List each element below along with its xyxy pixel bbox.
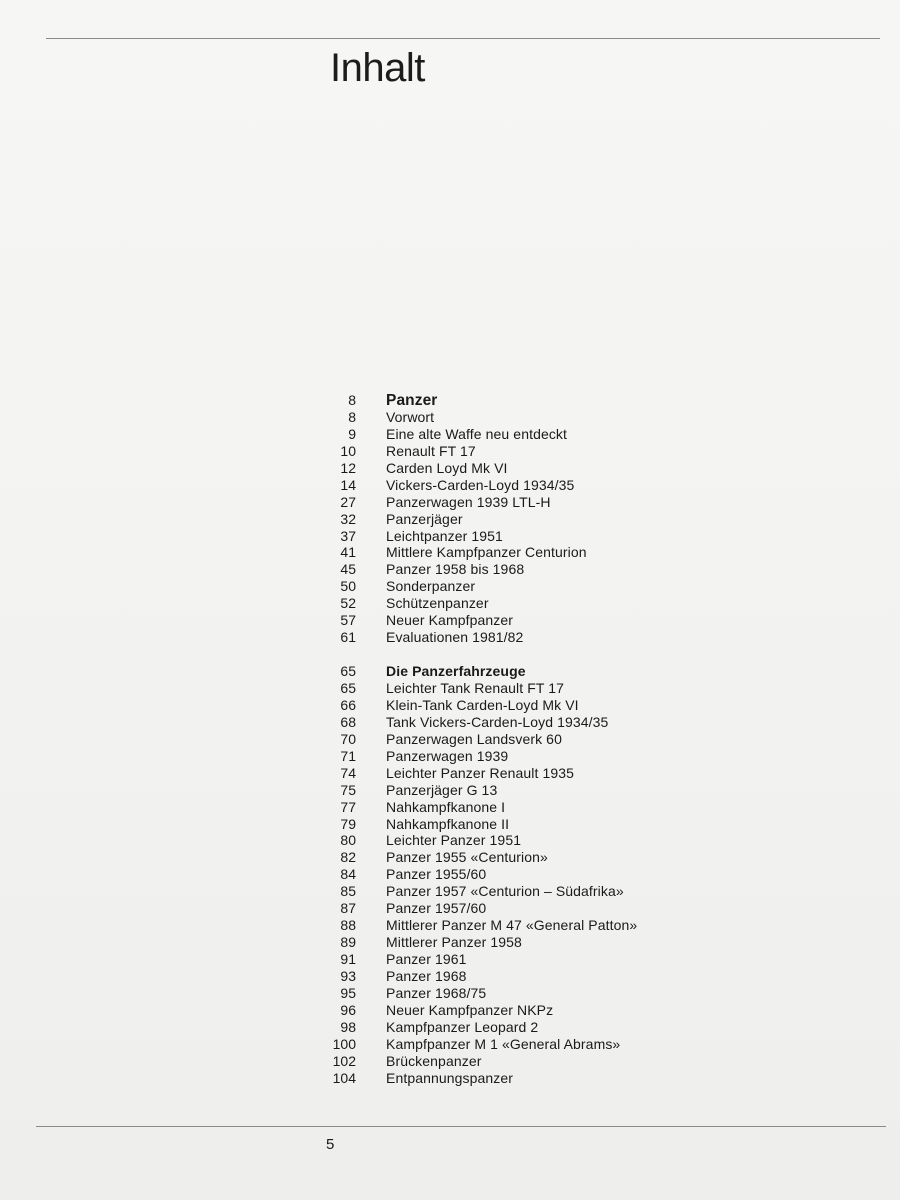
toc-page-number: 70: [340, 730, 356, 747]
toc-entry: [318, 934, 698, 951]
toc-page-number: 65: [340, 680, 356, 696]
toc-page-number: 84: [340, 866, 356, 883]
toc-section: [318, 663, 698, 1086]
toc-entry-title: Neuer Kampfpanzer: [386, 612, 513, 629]
toc-page-number: 95: [340, 984, 356, 1001]
toc-page-number: 14: [340, 476, 356, 493]
toc-page-number: 9: [348, 425, 356, 442]
table-of-contents: [318, 392, 698, 1087]
toc-entry: [318, 528, 698, 545]
toc-page-number: 8: [348, 392, 356, 408]
toc-page-number: 85: [340, 883, 356, 900]
toc-entry: [318, 477, 698, 494]
toc-entry-title: Panzer 1968/75: [386, 984, 487, 1001]
toc-page-number: 96: [340, 1001, 356, 1018]
toc-entry-title: Kampfpanzer Leopard 2: [386, 1018, 539, 1035]
toc-entry-title: Leichter Panzer Renault 1935: [386, 764, 575, 781]
toc-entry-title: Panzer 1958 bis 1968: [386, 561, 525, 578]
toc-page-number: 102: [332, 1052, 356, 1069]
toc-page-number: 65: [340, 663, 356, 680]
toc-entry-title: Panzer 1957 «Centurion – Südafrika»: [386, 883, 624, 900]
toc-entry: [318, 612, 698, 629]
toc-page-number: 80: [340, 832, 356, 849]
toc-entry-title: Die Panzerfahrzeuge: [386, 663, 526, 680]
toc-entry: [318, 832, 698, 849]
toc-entry: [318, 1070, 698, 1087]
toc-entry: [318, 561, 698, 578]
toc-entry: [318, 883, 698, 900]
toc-entry-title: Brückenpanzer: [386, 1052, 482, 1069]
toc-entry-title: Leichtpanzer 1951: [386, 527, 503, 544]
toc-entry: [318, 765, 698, 782]
toc-entry-title: Evaluationen 1981/82: [386, 629, 524, 646]
toc-page-number: 82: [340, 849, 356, 866]
toc-entry-title: Panzerwagen 1939 LTL-H: [386, 493, 551, 510]
toc-entry: [318, 1036, 698, 1053]
toc-entry: [318, 595, 698, 612]
toc-entry-title: Sonderpanzer: [386, 578, 476, 595]
toc-entry: [318, 443, 698, 460]
toc-entry-title: Panzerwagen Landsverk 60: [386, 730, 562, 747]
toc-entry-title: Eine alte Waffe neu entdeckt: [386, 425, 568, 442]
page-title: Inhalt: [330, 46, 425, 90]
toc-entry: [318, 494, 698, 511]
toc-page-number: 91: [340, 951, 356, 967]
toc-entry: [318, 578, 698, 595]
toc-entry: [318, 748, 698, 765]
toc-page-number: 37: [340, 527, 356, 544]
toc-entry: [318, 697, 698, 714]
toc-entry: [318, 731, 698, 748]
toc-entry: [318, 544, 698, 561]
toc-entry-title: Tank Vickers-Carden-Loyd 1934/35: [386, 713, 609, 730]
toc-entry-title: Panzer 1955/60: [386, 866, 487, 883]
toc-page-number: 89: [340, 934, 356, 951]
toc-page-number: 93: [340, 967, 356, 984]
toc-page-number: 10: [340, 442, 356, 459]
toc-page-number: 50: [340, 578, 356, 595]
toc-entry-title: Leichter Tank Renault FT 17: [386, 680, 565, 696]
toc-entry-title: Renault FT 17: [386, 442, 476, 459]
toc-page-number: 74: [340, 764, 356, 781]
toc-page-number: 75: [340, 781, 356, 798]
toc-entry: [318, 714, 698, 731]
toc-entry: [318, 782, 698, 799]
toc-entry: [318, 409, 698, 426]
toc-page-number: 52: [340, 595, 356, 612]
toc-entry-title: Mittlerer Panzer 1958: [386, 934, 522, 951]
toc-section-heading: [318, 392, 698, 409]
toc-entry: [318, 900, 698, 917]
toc-entry: [318, 511, 698, 528]
toc-page-number: 32: [340, 510, 356, 527]
toc-entry: [318, 426, 698, 443]
toc-page-number: 45: [340, 561, 356, 578]
toc-entry: [318, 460, 698, 477]
toc-entry-title: Panzer: [386, 392, 438, 409]
toc-entry: [318, 799, 698, 816]
toc-section: [318, 392, 698, 646]
toc-page-number: 27: [340, 493, 356, 510]
toc-entry-title: Panzer 1955 «Centurion»: [386, 849, 548, 866]
toc-entry: [318, 866, 698, 883]
toc-entry-title: Schützenpanzer: [386, 595, 489, 612]
toc-entry: [318, 680, 698, 697]
toc-entry-title: Panzer 1957/60: [386, 900, 487, 917]
bottom-rule: [36, 1126, 886, 1127]
toc-entry: [318, 1053, 698, 1070]
toc-page-number: 98: [340, 1018, 356, 1035]
toc-page-number: 104: [332, 1069, 356, 1086]
toc-entry-title: Panzerwagen 1939: [386, 747, 509, 764]
toc-entry: [318, 985, 698, 1002]
toc-entry-title: Panzerjäger: [386, 510, 463, 527]
toc-page-number: 66: [340, 696, 356, 713]
toc-entry: [318, 1019, 698, 1036]
toc-entry-title: Klein-Tank Carden-Loyd Mk VI: [386, 696, 579, 713]
toc-entry-title: Mittlere Kampfpanzer Centurion: [386, 544, 587, 561]
toc-entry-title: Carden Loyd Mk VI: [386, 459, 508, 476]
toc-entry-title: Vickers-Carden-Loyd 1934/35: [386, 476, 575, 493]
toc-entry-title: Nahkampfkanone II: [386, 815, 510, 832]
toc-entry-title: Nahkampfkanone I: [386, 798, 506, 815]
toc-entry-title: Neuer Kampfpanzer NKPz: [386, 1001, 554, 1018]
toc-page-number: 88: [340, 917, 356, 934]
toc-entry: [318, 951, 698, 968]
toc-entry: [318, 1002, 698, 1019]
toc-page-number: 79: [340, 815, 356, 832]
toc-entry: [318, 917, 698, 934]
toc-page-number: 61: [340, 629, 356, 646]
toc-page-number: 100: [332, 1035, 356, 1052]
toc-entry: [318, 968, 698, 985]
toc-entry-title: Vorwort: [386, 408, 435, 425]
top-rule: [46, 38, 880, 39]
toc-page-number: 87: [340, 900, 356, 917]
toc-page-number: 77: [340, 798, 356, 815]
toc-entry-title: Entpannungspanzer: [386, 1069, 514, 1086]
toc-page-number: 68: [340, 713, 356, 730]
toc-page-number: 41: [340, 544, 356, 561]
toc-page-number: 71: [340, 747, 356, 764]
page-number: 5: [326, 1136, 335, 1153]
toc-entry: [318, 629, 698, 646]
toc-page-number: 8: [348, 408, 356, 425]
toc-entry-title: Panzer 1968: [386, 967, 467, 984]
toc-entry-title: Panzerjäger G 13: [386, 781, 498, 798]
toc-page-number: 12: [340, 459, 356, 476]
toc-entry: [318, 849, 698, 866]
toc-entry-title: Kampfpanzer M 1 «General Abrams»: [386, 1035, 621, 1052]
toc-entry-title: Leichter Panzer 1951: [386, 832, 522, 849]
toc-entry-title: Panzer 1961: [386, 951, 467, 967]
toc-section-heading: [318, 663, 698, 680]
toc-entry: [318, 816, 698, 833]
toc-page-number: 57: [340, 612, 356, 629]
toc-entry-title: Mittlerer Panzer M 47 «General Patton»: [386, 917, 638, 934]
